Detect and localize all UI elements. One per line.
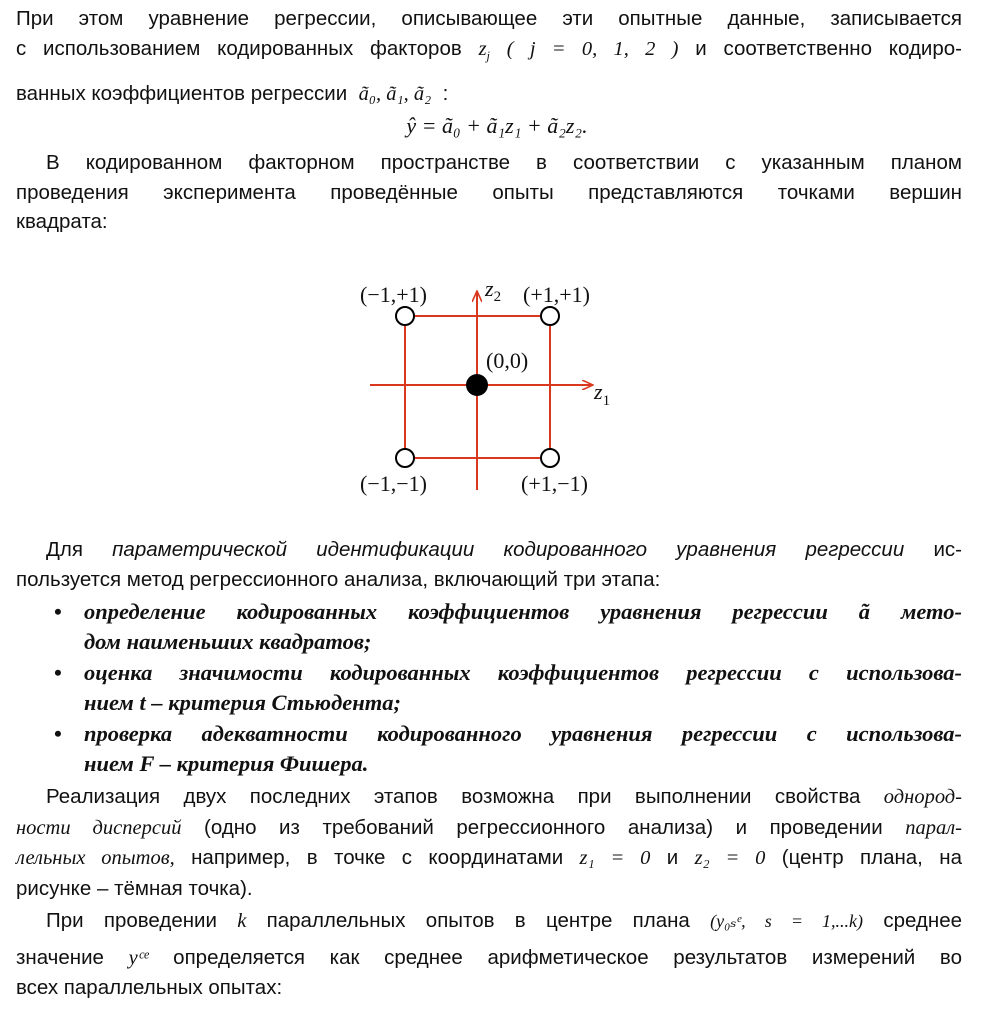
factor-symbol: $z_j$ [478,37,490,63]
axis-z2-label: $z_2$ [485,276,502,305]
regression-formula: ŷ = ã₀ + ã₁z₁ + ã₂z₂. [406,113,588,138]
point-plus1-minus1 [541,449,559,467]
list-item: • оценка значимости кодированных коэффициентов регрессии с использова- нием t – критерия Стьюдента; [54,660,962,715]
factor-square-diagram [340,268,640,508]
emphasis: лельных опытов, [16,847,175,869]
text-line: ности дисперсий (одно из требований регрессионного анализа) и проведении парал- [16,815,962,839]
point-minus1-plus1 [396,307,414,325]
text-line: При проведении k параллельных опытов в центре плана (y₀ₛᵉ, s = 1,...k) среднее [46,909,962,932]
center-point [466,374,488,396]
emphasis: параметрической идентификации кодированного уравнения регрессии [112,538,905,561]
text-line: с использованием кодированных факторов $z_j$ ( j = 0, 1, 2 ) и соответственно кодиро- [16,36,962,63]
coefficient-symbols: ã₀, ã₁, ã₂ [358,83,432,106]
point-plus1-plus1 [541,307,559,325]
paragraph-identification [16,535,962,594]
paragraph-regression-intro [16,4,962,110]
bullet-icon: • [54,721,62,746]
paragraph-parallel-runs [16,782,962,903]
label-top-right: (+1,+1) [523,282,590,307]
stages-list [16,597,962,780]
text-line: рисунке – тёмная точка). [16,876,253,900]
text-line: Для параметрической идентификации кодированного уравнения регрессии ис- [46,538,962,561]
text-line: При этом уравнение регрессии, описывающее эти опытные данные, записывается [16,7,962,30]
label-bottom-left: (−1,−1) [360,471,427,496]
equation-z1: z₁ = 0 [579,847,651,869]
text-line: лельных опытов, например, в точке с координатами z₁ = 0 и z₂ = 0 (центр плана, на [16,846,962,869]
bullet-icon: • [54,660,62,685]
list-item: • проверка адекватности кодированного уравнения регрессии с использова- нием F – критерия Фишера. [54,721,962,776]
label-top-left: (−1,+1) [360,282,427,307]
set-notation: (y₀ₛᵉ, s = 1,...k) [710,911,864,931]
equation-z2: z₂ = 0 [694,847,766,869]
text-line: ванных коэффициентов регрессии ã₀, ã₁, ã₂ : [16,82,449,106]
variable-k: k [237,910,247,932]
axis-z1-label: $z_1$ [594,379,611,409]
text-line: значение yᶜᵉ определяется как среднее арифметическое результатов измерений во [16,945,962,969]
label-center: (0,0) [486,348,529,373]
text-line: проведения эксперимента проведённые опыты представляются точками вершин [16,180,962,204]
text-line: квадрата: [16,210,108,233]
label-bottom-right: (+1,−1) [521,471,588,496]
text-line: пользуется метод регрессионного анализа, включающий три этапа: [16,567,661,591]
list-item: • определение кодированных коэффициентов уравнения регрессии ã мето- дом наименьших квадратов; [54,599,962,654]
paragraph-factor-space [16,148,962,237]
bullet-icon: • [54,599,62,624]
text-line: В кодированном факторном пространстве в соответствии с указанным планом [46,151,962,174]
mean-symbol: yᶜᵉ [128,946,149,969]
text-line: Реализация двух последних этапов возможна при выполнении свойства однород- [46,785,962,808]
emphasis: однород- [883,786,962,808]
emphasis: парал- [905,816,962,839]
emphasis: ности дисперсий [16,816,182,839]
paragraph-mean-value [16,906,962,1003]
index-range: ( j = 0, 1, 2 ) [506,37,679,60]
diagram-svg [340,268,640,508]
text-line: всех параллельных опытах: [16,976,283,999]
point-minus1-minus1 [396,449,414,467]
